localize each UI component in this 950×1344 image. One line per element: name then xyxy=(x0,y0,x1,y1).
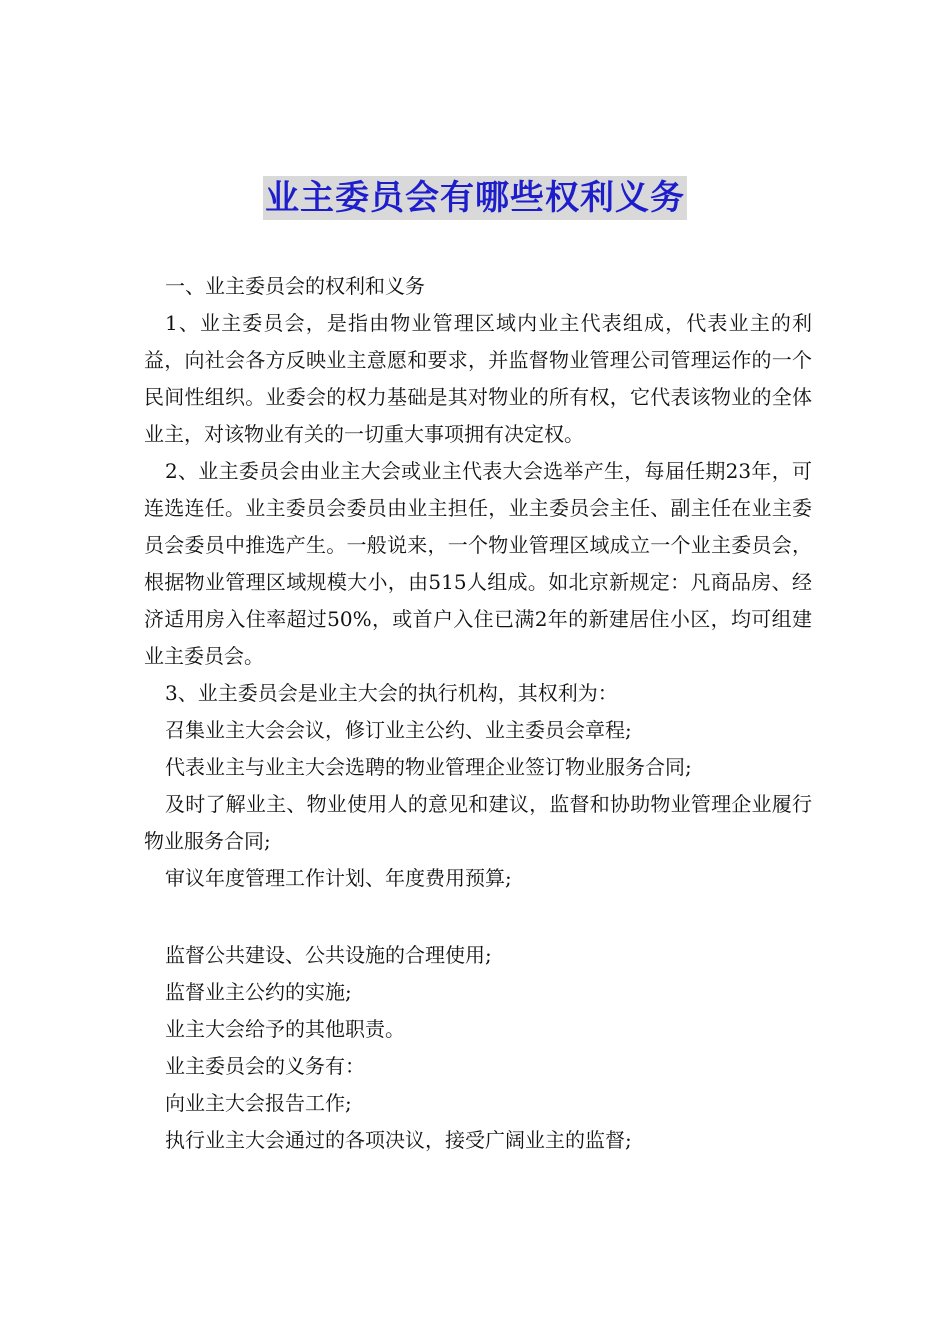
rights-item-3: 及时了解业主、物业使用人的意见和建议，监督和协助物业管理企业履行物业服务合同; xyxy=(144,792,812,853)
paragraph-gap xyxy=(144,897,812,937)
rights-item-2: 代表业主与业主大会选聘的物业管理企业签订物业服务合同; xyxy=(165,755,692,779)
document-title: 业主委员会有哪些权利义务 xyxy=(265,178,685,218)
paragraph-3: 3、业主委员会是业主大会的执行机构，其权利为： xyxy=(165,681,618,705)
rights-item-7: 业主大会给予的其他职责。 xyxy=(165,1017,405,1041)
paragraph-1: 1、业主委员会，是指由物业管理区域内业主代表组成，代表业主的利益，向社会各方反映业主意愿和要求，并监督物业管理公司管理运作的一个民间性组织。业委会的权力基础是其对物业的所有权，它代表该物业的全体业主，对该物业有关的一切重大事项拥有决定权。 xyxy=(144,311,812,446)
obligations-item-2: 执行业主大会通过的各项决议，接受广阔业主的监督; xyxy=(165,1128,632,1152)
rights-item-1: 召集业主大会会议，修订业主公约、业主委员会章程; xyxy=(165,718,632,742)
obligations-heading: 业主委员会的义务有： xyxy=(165,1054,365,1078)
rights-item-6: 监督业主公约的实施; xyxy=(165,980,352,1004)
obligations-item-1: 向业主大会报告工作; xyxy=(165,1091,352,1115)
paragraph-heading-1: 一、业主委员会的权利和义务 xyxy=(165,274,425,298)
title-container xyxy=(0,176,950,220)
rights-item-4: 审议年度管理工作计划、年度费用预算; xyxy=(165,866,512,890)
paragraph-2: 2、业主委员会由业主大会或业主代表大会选举产生，每届任期23年，可连选连任。业主委员会委员由业主担任，业主委员会主任、副主任在业主委员会委员中推选产生。一般说来，一个物业管理区域成立一个业主委员会，根据物业管理区域规模大小，由515人组成。如北京新规定：凡商品房、经济适用房入住率超过50%，或首户入住已满2年的新建居住小区，均可组建业主委员会。 xyxy=(144,459,812,668)
rights-item-5: 监督公共建设、公共设施的合理使用; xyxy=(165,943,492,967)
document-body xyxy=(144,268,812,1159)
